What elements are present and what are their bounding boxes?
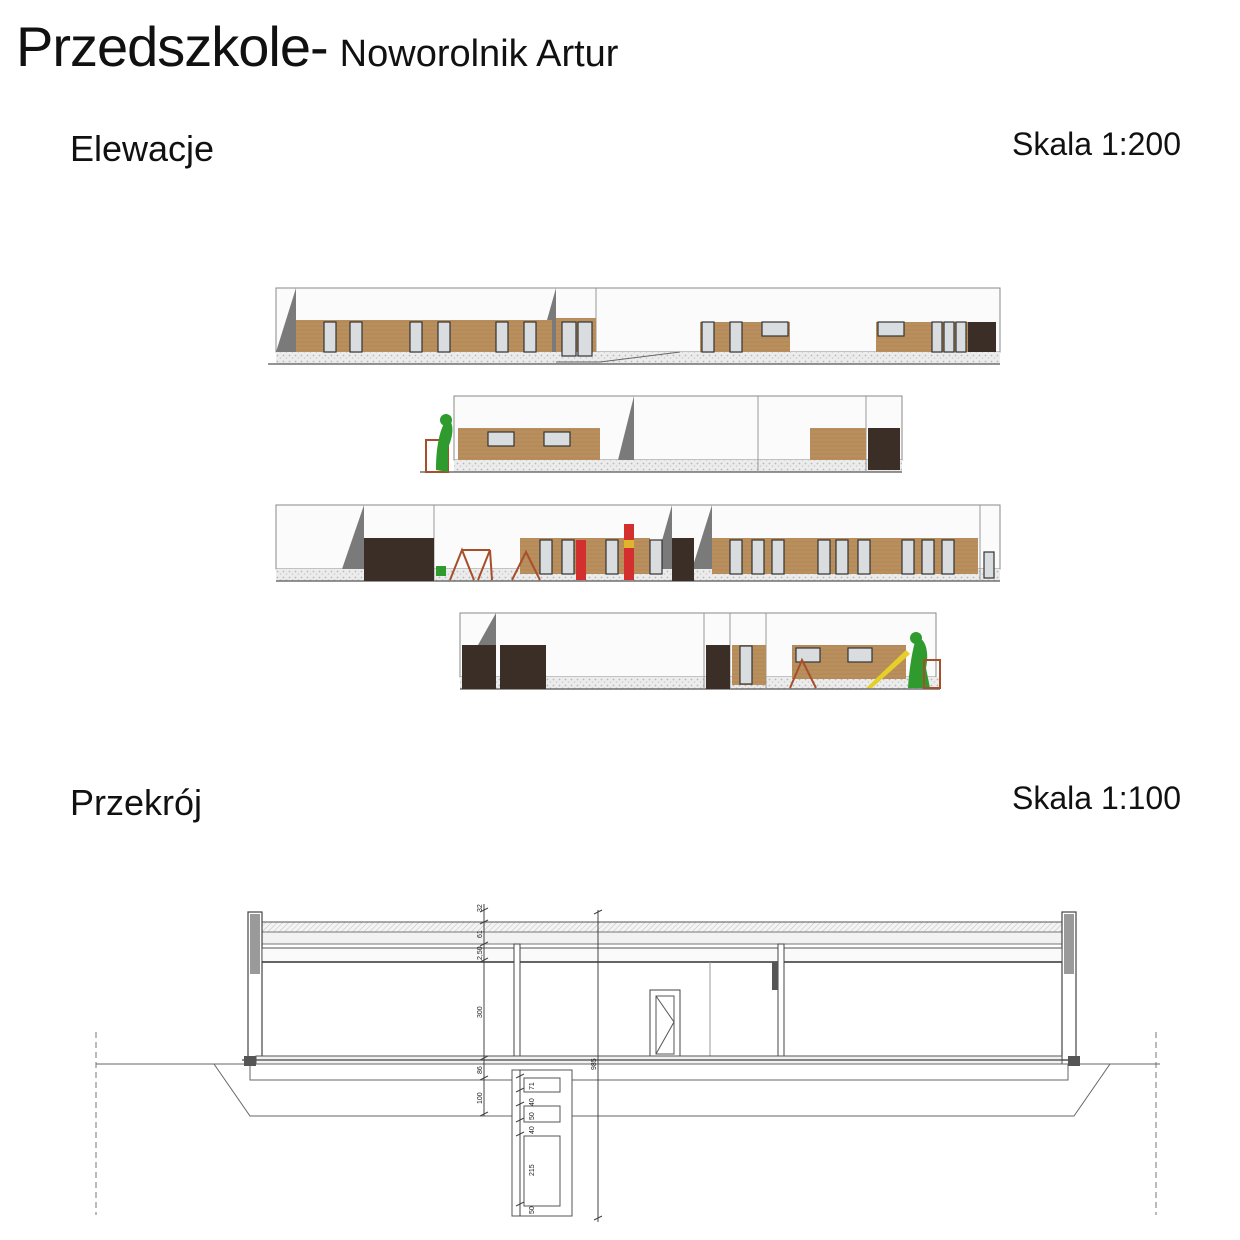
roof-insulation [262,922,1062,932]
dim-61: 61 [477,930,484,938]
dim-100: 100 [477,1092,484,1104]
dim-32: 32 [477,904,484,912]
dim-71: 71 [529,1082,536,1090]
dim-50a: 50 [529,1112,536,1120]
dim-250: 2,50 [477,946,484,960]
dim-86: 86 [477,1066,484,1074]
elevation-south [276,505,1000,581]
elevation-east [420,396,902,472]
section-scale: Skala 1:100 [1012,780,1182,816]
interior-door [650,990,680,1056]
elevation-north [268,288,1000,364]
gravel-strip [276,352,1000,364]
dim-985: 985 [591,1058,598,1070]
section-heading: Przekrój [70,782,203,823]
dim-40b: 40 [529,1126,536,1134]
dim-50b: 50 [529,1206,536,1214]
dim-40a: 40 [529,1098,536,1106]
elevations-scale: Skala 1:200 [1012,126,1182,162]
dim-215: 215 [529,1164,536,1176]
cross-section [96,904,1160,1222]
title-author: Noworolnik Artur [339,33,619,75]
playground-slide [426,414,452,472]
elevations-heading: Elewacje [70,128,215,169]
elevation-west [460,613,940,689]
title-main: Przedszkole- [16,15,328,78]
dim-300: 300 [477,1006,484,1018]
